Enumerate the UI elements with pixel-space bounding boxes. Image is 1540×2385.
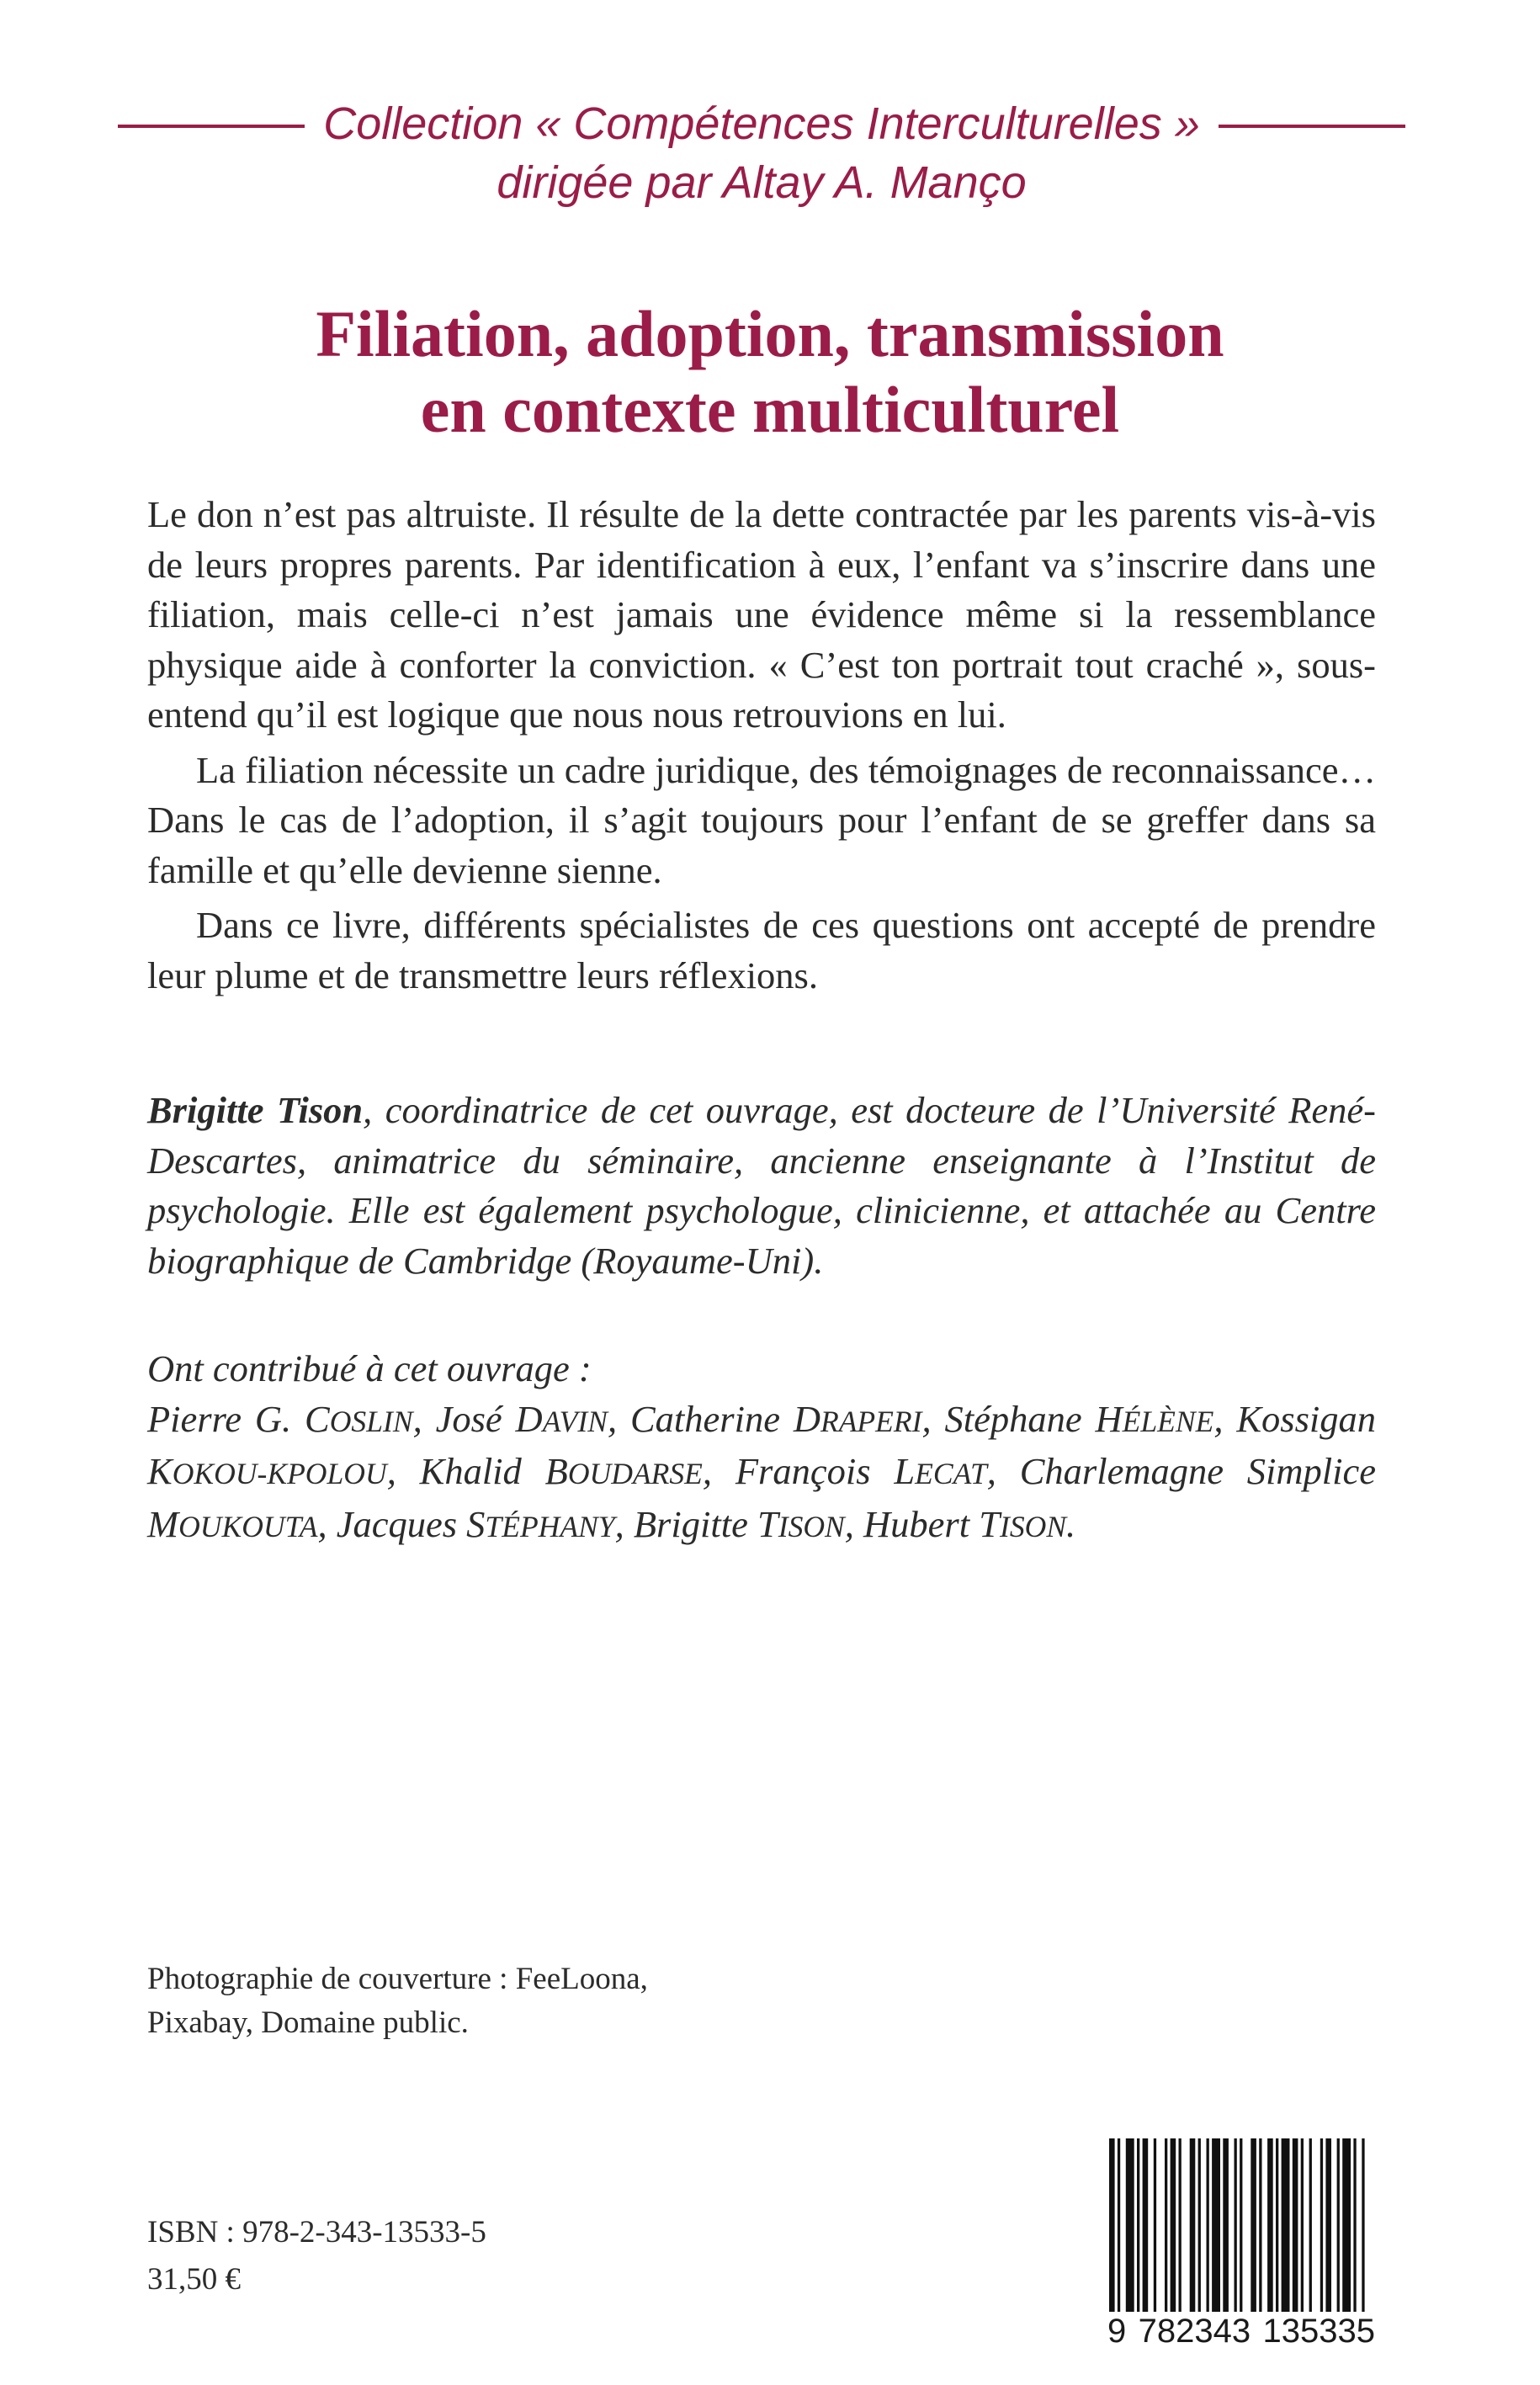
barcode-digit-group-2: 135335 [1262, 2313, 1375, 2350]
barcode-bar [1223, 2138, 1229, 2312]
barcode [1107, 2138, 1375, 2312]
barcode-bar [1190, 2138, 1196, 2312]
isbn: ISBN : 978-2-343-13533-5 [147, 2215, 486, 2250]
title-line-2: en contexte multiculturel [420, 373, 1120, 446]
barcode-bar [1353, 2138, 1356, 2312]
blurb [147, 490, 1376, 1001]
contributor-first-name: François [735, 1450, 895, 1492]
barcode-bar [1325, 2138, 1331, 2312]
contributor-first-name: Catherine [629, 1397, 794, 1440]
barcode-bar [1342, 2138, 1351, 2312]
right-rule [1219, 125, 1405, 128]
barcode-bar [1337, 2138, 1340, 2312]
contributor-surname-rest: ÉLÈNE [1122, 1404, 1214, 1438]
contributor-first-name: Charlemagne Simplice [1019, 1450, 1377, 1492]
contributor-surname-initial: L [894, 1450, 916, 1492]
contributors-heading: Ont contribué à cet ouvrage : [147, 1347, 592, 1389]
contributor-surname-rest: TÉPHANY [485, 1509, 615, 1543]
barcode-bar [1137, 2138, 1139, 2312]
barcode-bar [1165, 2138, 1167, 2312]
barcode-bars [1107, 2138, 1375, 2312]
contributor-first-name: Brigitte [633, 1502, 757, 1545]
contributor-surname-initial: K [147, 1450, 173, 1492]
contributor-surname-initial: D [515, 1397, 543, 1440]
barcode-bar [1240, 2138, 1242, 2312]
book-title [118, 296, 1422, 448]
contributor-first-name: Jacques [336, 1502, 467, 1545]
author-bio-text: , coordinatrice de cet ouvrage, est docteure de l’Université René-Descartes, animatrice du séminaire, ancienne enseignante à l’Institut de psychologie. Elle est également psychologue, clinicienne, et attachée au Centre biographique de Cambridge (Royaume-Uni). [147, 1089, 1376, 1282]
contributor-surname-rest: OUKOUTA [178, 1509, 318, 1543]
contributors [147, 1344, 1376, 1552]
barcode-digits [1107, 2313, 1375, 2351]
contributor-first-name: José [435, 1397, 516, 1440]
photo-credit-line-2: Pixabay, Domaine public. [147, 2005, 469, 2040]
contributor-first-name: Khalid [419, 1450, 545, 1492]
contributors-list: Pierre G. COSLIN, José DAVIN, Catherine DRAPERI, Stéphane HÉLÈNE, Kossigan KOKOU-KPOLOU, Khalid BOUDARSE, François LECAT, Charlemagne Simplice MOUKOUTA, Jacques STÉPHANY, Brigitte TISON, Hubert TISON. [147, 1397, 1377, 1545]
barcode-bar [1293, 2138, 1298, 2312]
barcode-bar [1309, 2138, 1312, 2312]
contributor-surname-rest: OKOU-KPOLOU [172, 1457, 387, 1490]
barcode-bar [1235, 2138, 1237, 2312]
contributor-surname-initial: T [979, 1502, 1000, 1545]
collection-header [118, 94, 1405, 212]
contributor-surname-rest: ISON [999, 1509, 1067, 1543]
contributor-name [634, 1503, 845, 1545]
contributor-surname-rest: RAPERI [820, 1404, 922, 1438]
barcode-digit-lead: 9 [1107, 2313, 1127, 2350]
barcode-bar [1207, 2138, 1209, 2312]
author-bio [147, 1086, 1376, 1286]
photo-credit [147, 1957, 905, 2045]
contributor-name [147, 1398, 413, 1440]
barcode-bar [1259, 2138, 1261, 2312]
barcode-bar [1154, 2138, 1156, 2312]
contributor-name [436, 1398, 608, 1440]
contributor-name [420, 1450, 703, 1492]
contributor-surname-rest: OSLIN [329, 1404, 413, 1438]
contributor-first-name: Hubert [863, 1502, 980, 1545]
blurb-paragraph-2: La filiation nécessite un cadre juridique, des témoignages de reconnaissance… Dans le cas de l’adoption, il s’agit toujours pour l’enfant de se greffer dans sa famille et qu’elle devienne sienne. [147, 748, 1376, 891]
contributor-name [944, 1398, 1213, 1440]
contributor-surname-initial: M [147, 1502, 179, 1545]
barcode-bar [1109, 2138, 1115, 2312]
blurb-paragraph-3: Dans ce livre, différents spécialistes de ces questions ont accepté de prendre leur plume et de transmettre leurs réflexions. [147, 904, 1376, 996]
contributor-name [863, 1503, 1066, 1545]
barcode-bar [1126, 2138, 1134, 2312]
contributor-first-name: Kossigan [1236, 1397, 1377, 1440]
contributor-surname-rest: ECAT [915, 1457, 987, 1490]
title-line-1: Filiation, adoption, transmission [316, 297, 1224, 370]
contributor-surname-initial: C [305, 1397, 330, 1440]
barcode-bar [1282, 2138, 1290, 2312]
barcode-bar [1212, 2138, 1220, 2312]
author-name: Brigitte Tison [147, 1089, 364, 1131]
blurb-paragraph-1: Le don n’est pas altruiste. Il résulte de la dette contractée par les parents vis-à-vis de leurs propres parents. Par identification à eux, l’enfant va s’inscrire dans une filiation, mais celle-ci n’est jamais une évidence même si la ressemblance physique aide à conforter la conviction. « C’est ton portrait tout craché », sous-entend qu’il est logique que nous nous retrouvions en lui. [147, 493, 1376, 736]
contributor-surname-rest: AVIN [542, 1404, 608, 1438]
contributor-surname-rest: ISON [778, 1509, 845, 1543]
price: 31,50 € [147, 2262, 241, 2297]
barcode-bar [1320, 2138, 1323, 2312]
photo-credit-line-1: Photographie de couverture : FeeLoona, [147, 1962, 648, 1996]
contributor-surname-initial: B [544, 1450, 568, 1492]
contributor-name [337, 1503, 615, 1545]
left-rule [118, 125, 305, 128]
barcode-bar [1251, 2138, 1256, 2312]
barcode-bar [1118, 2138, 1120, 2312]
contributor-name [735, 1450, 987, 1492]
barcode-digit-group-1: 782343 [1138, 2313, 1251, 2350]
barcode-bar [1143, 2138, 1149, 2312]
contributor-surname-initial: T [757, 1502, 778, 1545]
barcode-bar [1301, 2138, 1304, 2312]
barcode-bar [1171, 2138, 1176, 2312]
contributor-name [630, 1398, 922, 1440]
barcode-bar [1198, 2138, 1201, 2312]
barcode-bar [1179, 2138, 1182, 2312]
barcode-bar [1362, 2138, 1364, 2312]
barcode-bar [1267, 2138, 1273, 2312]
collection-director: dirigée par Altay A. Mançо [497, 157, 1027, 208]
contributor-surname-initial: D [793, 1397, 820, 1440]
contributor-surname-initial: H [1095, 1397, 1123, 1440]
contributor-first-name: Pierre G. [147, 1397, 305, 1440]
contributor-surname-initial: S [466, 1502, 486, 1545]
collection-name: Collection « Compétences Interculturelles » [323, 98, 1200, 149]
contributor-first-name: Stéphane [944, 1397, 1096, 1440]
barcode-bar [1276, 2138, 1278, 2312]
contributor-surname-rest: OUDARSE [567, 1457, 703, 1490]
